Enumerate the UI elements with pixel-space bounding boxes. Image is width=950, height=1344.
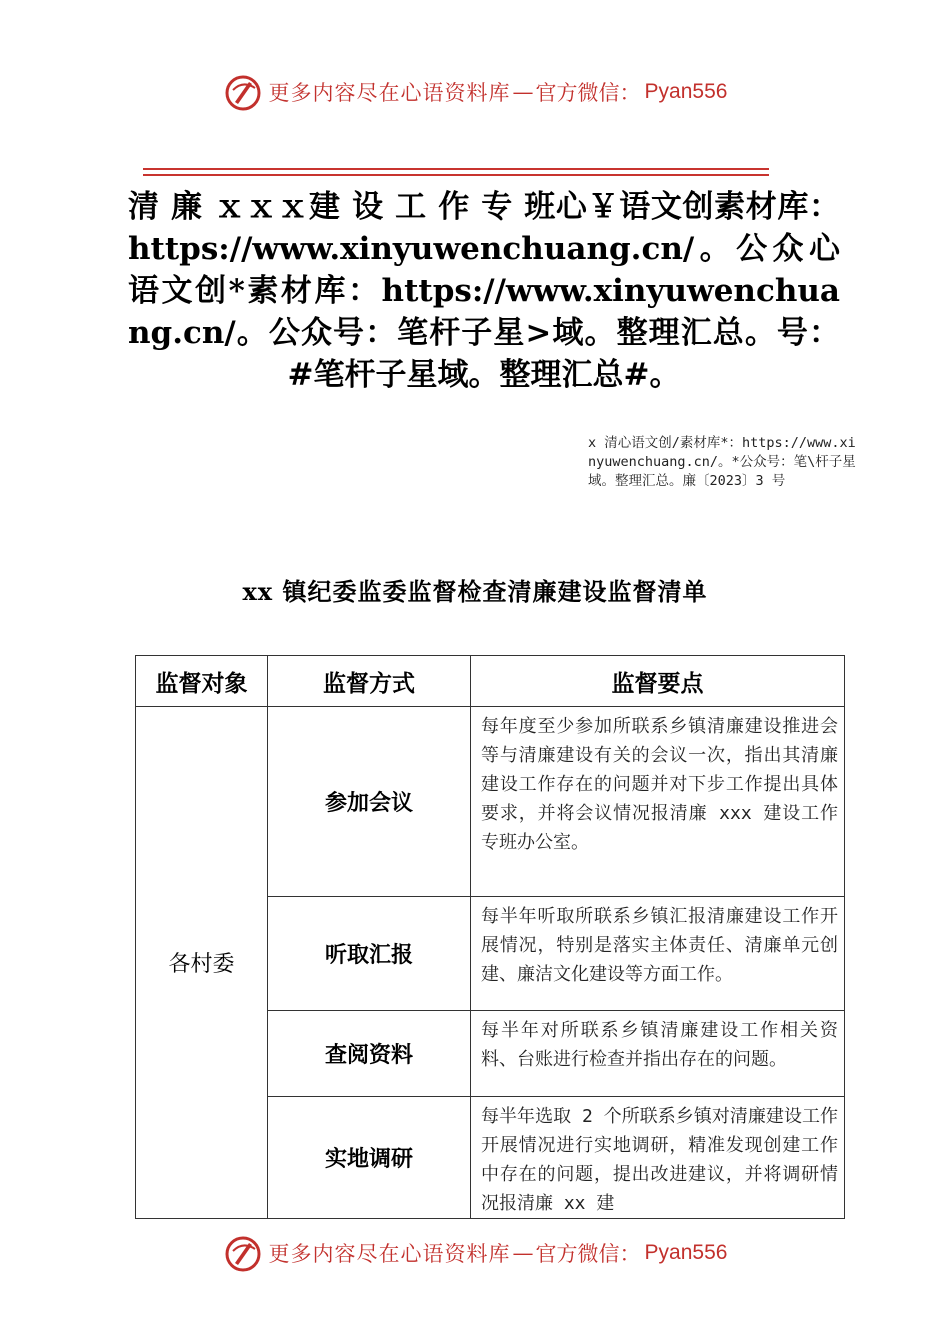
bottom-banner bbox=[0, 1228, 950, 1278]
table-header-row bbox=[136, 656, 845, 707]
point-cell: 每年度至少参加所联系乡镇清廉建设推进会等与清廉建设有关的会议一次，指出其清廉建设工作存在的问题并对下步工作提出具体要求，并将会议情况报清廉 xxx 建设工作专班办公室。 bbox=[471, 707, 845, 897]
document-title: xx 镇纪委监委监督检查清廉建设监督清单 bbox=[242, 577, 708, 606]
banner-separator: — bbox=[512, 1241, 534, 1265]
method-cell: 查阅资料 bbox=[268, 1011, 471, 1097]
header-points: 监督要点 bbox=[471, 656, 845, 707]
red-rule-top bbox=[143, 168, 769, 170]
point-cell bbox=[471, 1097, 845, 1219]
banner-text: 更多内容尽在心语资料库 bbox=[268, 81, 511, 105]
point-cell: 每半年对所联系乡镇清廉建设工作相关资料、台账进行检查并指出存在的问题。 bbox=[471, 1011, 845, 1097]
header-method: 监督方式 bbox=[268, 656, 471, 707]
red-rule-bottom bbox=[143, 174, 769, 176]
point-cell: 每半年听取所联系乡镇汇报清廉建设工作开展情况，特别是落实主体责任、清廉单元创建、廉洁文化建设等方面工作。 bbox=[471, 897, 845, 1011]
table-row bbox=[136, 707, 845, 897]
header-object: 监督对象 bbox=[136, 656, 268, 707]
banner-wechat-id: Pyan556 bbox=[644, 80, 728, 103]
banner-separator: — bbox=[512, 80, 534, 104]
brand-logo-icon bbox=[223, 72, 263, 112]
banner-wechat-label: 官方微信： bbox=[535, 81, 641, 105]
method-cell: 听取汇报 bbox=[268, 897, 471, 1011]
top-banner bbox=[0, 67, 950, 117]
method-cell: 实地调研 bbox=[268, 1097, 471, 1219]
brand-logo-icon bbox=[223, 1233, 263, 1273]
banner-text: 更多内容尽在心语资料库 bbox=[268, 1242, 511, 1266]
point-text: 每半年选取 2 个所联系乡镇对清廉建设工作开展情况进行实地调研，精准发现创建工作中存在的问题，提出改进建议，并将调研情况报清廉 xx 建 bbox=[481, 1106, 838, 1214]
banner-wechat-label: 官方微信： bbox=[535, 1242, 641, 1266]
object-cell: 各村委 bbox=[136, 707, 268, 1219]
red-header-rules bbox=[143, 168, 769, 180]
document-number: x 清心语文创/素材库*：https://www.xinyuwenchuang.cn/。*公众号：笔\杆子星域。整理汇总。廉〔2023〕3 号 bbox=[588, 435, 856, 489]
document-headline: 清 廉 ｘｘｘ建 设 工 作 专 班心￥语文创素材库：https://www.xinyuwenchuang.cn/。公众心语文创*素材库：https://www.xinyuwenchuang.cn/。公众号：笔杆子星>域。整理汇总。号：#笔杆子星域。整理汇总#。 bbox=[128, 189, 840, 393]
supervision-table bbox=[135, 655, 845, 1219]
banner-wechat-id: Pyan556 bbox=[644, 1241, 728, 1264]
method-cell: 参加会议 bbox=[268, 707, 471, 897]
